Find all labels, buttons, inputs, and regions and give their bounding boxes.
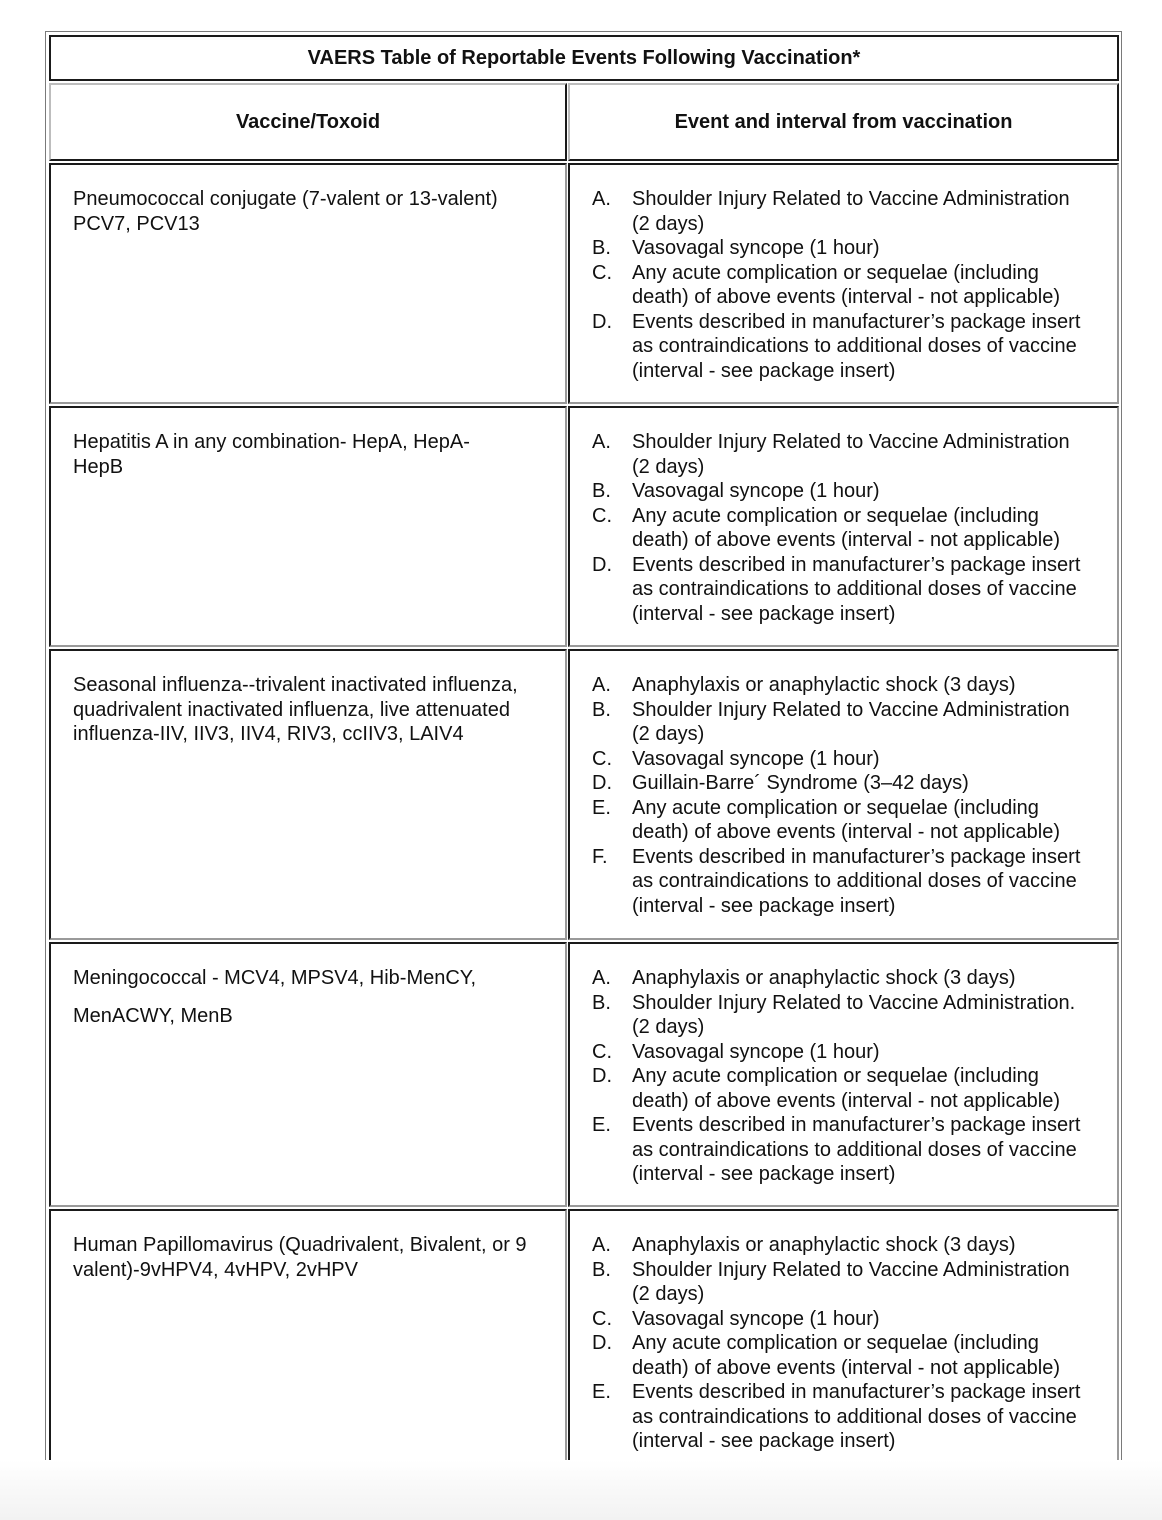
event-letter: E.: [592, 1381, 611, 1403]
page-bottom-shade: [0, 1460, 1162, 1520]
vaccine-name: [73, 966, 553, 1028]
list-item: [592, 698, 1092, 747]
list-item: [592, 187, 1092, 236]
event-letter: C.: [592, 504, 612, 527]
list-item: [592, 553, 1092, 627]
table-row-influenza-events: [568, 649, 1119, 940]
event-letter: C.: [592, 1307, 612, 1330]
vaccine-name-text: Hepatitis A in any combination- HepA, HepA-HepB: [73, 431, 470, 478]
list-item: [592, 1307, 1092, 1332]
event-text: Events described in manufacturer’s package insert as contraindications to additional doses of vaccine (interval - see package insert): [632, 553, 1081, 625]
list-item: [592, 310, 1092, 384]
vaccine-name: [73, 187, 553, 236]
event-letter: E.: [592, 1114, 611, 1136]
event-letter: D.: [592, 1065, 612, 1087]
list-item: [592, 991, 1092, 1040]
list-item: [592, 1233, 1092, 1258]
list-item: [592, 1331, 1092, 1380]
vaccine-name-text: Meningococcal - MCV4, MPSV4, Hib-MenCY,: [73, 967, 477, 989]
event-text: Any acute complication or sequelae (including death) of above events (interval - not applicable): [632, 261, 1061, 308]
list-item: [592, 261, 1092, 310]
table-row-meningococcal-events: [568, 942, 1119, 1207]
event-text: Events described in manufacturer’s package insert as contraindications to additional doses of vaccine (interval - see package insert): [632, 1114, 1081, 1185]
event-text: Events described in manufacturer’s package insert as contraindications to additional doses of vaccine (interval - see package insert): [632, 310, 1081, 382]
table-row-hpv-events: [568, 1209, 1119, 1476]
event-letter: D.: [592, 1332, 612, 1354]
event-letter: D.: [592, 553, 612, 576]
list-item: [592, 845, 1092, 919]
vaccine-name-line2: MenACWY, MenB: [73, 1004, 233, 1027]
event-text: Guillain-Barre´ Syndrome (3–42 days): [632, 772, 969, 794]
event-text: Shoulder Injury Related to Vaccine Administration. (2 days): [632, 991, 1076, 1038]
event-letter: B.: [592, 991, 611, 1014]
event-text: Events described in manufacturer’s package insert as contraindications to additional doses of vaccine (interval - see package insert): [632, 845, 1081, 917]
table-row-pneumococcal-vaccine: [49, 163, 567, 404]
table-title-cell: [49, 35, 1119, 81]
event-text: Anaphylaxis or anaphylactic shock (3 days): [632, 674, 1016, 696]
event-list: [592, 673, 1092, 918]
event-text: Vasovagal syncope (1 hour): [632, 480, 880, 502]
list-item: [592, 1380, 1092, 1454]
list-item: [592, 1064, 1092, 1113]
event-letter: B.: [592, 1258, 611, 1281]
column-header-vaccine: [49, 83, 567, 161]
event-list: [592, 1233, 1092, 1454]
event-letter: A.: [592, 1234, 611, 1256]
event-letter: A.: [592, 967, 611, 989]
event-text: Shoulder Injury Related to Vaccine Administration (2 days): [632, 698, 1070, 745]
event-letter: A.: [592, 188, 611, 210]
event-text: Shoulder Injury Related to Vaccine Administration (2 days): [632, 188, 1070, 235]
list-item: [592, 966, 1092, 991]
list-item: [592, 1040, 1092, 1065]
table-title: VAERS Table of Reportable Events Following Vaccination*: [307, 46, 861, 69]
event-text: Anaphylaxis or anaphylactic shock (3 days): [632, 1234, 1016, 1256]
list-item: [592, 504, 1092, 553]
event-letter: A.: [592, 674, 611, 696]
list-item: [592, 747, 1092, 772]
list-item: [592, 673, 1092, 698]
event-letter: C.: [592, 261, 612, 284]
event-text: Shoulder Injury Related to Vaccine Administration (2 days): [632, 1258, 1070, 1305]
event-letter: E.: [592, 796, 611, 819]
event-list: [592, 430, 1092, 626]
event-list: [592, 187, 1092, 383]
table-row-hepatitis-a-events: [568, 406, 1119, 647]
event-text: Any acute complication or sequelae (including death) of above events (interval - not applicable): [632, 1332, 1061, 1379]
event-text: Vasovagal syncope (1 hour): [632, 1040, 880, 1063]
event-letter: D.: [592, 310, 612, 333]
list-item: [592, 479, 1092, 504]
event-letter: B.: [592, 480, 611, 502]
table-row-meningococcal-vaccine: [49, 942, 567, 1207]
table-row-hpv-vaccine: [49, 1209, 567, 1476]
event-text: Anaphylaxis or anaphylactic shock (3 days): [632, 967, 1016, 989]
event-text: Vasovagal syncope (1 hour): [632, 237, 880, 259]
column-header-vaccine-label: Vaccine/Toxoid: [235, 110, 381, 133]
event-letter: B.: [592, 698, 611, 721]
event-letter: D.: [592, 772, 612, 794]
event-text: Any acute complication or sequelae (including death) of above events (interval - not applicable): [632, 504, 1061, 551]
vaccine-name-text: Human Papillomavirus (Quadrivalent, Bivalent, or 9 valent)-9vHPV4, 4vHPV, 2vHPV: [73, 1234, 527, 1281]
event-text: Any acute complication or sequelae (including death) of above events (interval - not applicable): [632, 796, 1061, 843]
event-letter: B.: [592, 237, 611, 259]
event-letter: C.: [592, 1040, 612, 1063]
event-text: Vasovagal syncope (1 hour): [632, 747, 880, 770]
event-letter: A.: [592, 431, 611, 453]
list-item: [592, 771, 1092, 796]
list-item: [592, 236, 1092, 261]
table-row-pneumococcal-events: [568, 163, 1119, 404]
column-header-event: [568, 83, 1119, 161]
column-header-event-label: Event and interval from vaccination: [674, 110, 1013, 133]
event-letter: F.: [592, 845, 608, 868]
vaccine-name-text: Seasonal influenza--trivalent inactivated influenza, quadrivalent inactivated influenza, live attenuated influenza-IIV, IIV3, IIV4, RIV3, ccIIV3, LAIV4: [73, 674, 518, 745]
event-text: Shoulder Injury Related to Vaccine Administration (2 days): [632, 431, 1070, 478]
vaccine-name: [73, 1233, 553, 1282]
list-item: [592, 430, 1092, 479]
event-text: Events described in manufacturer’s package insert as contraindications to additional doses of vaccine (interval - see package insert): [632, 1381, 1081, 1452]
list-item: [592, 796, 1092, 845]
list-item: [592, 1258, 1092, 1307]
vaccine-name: [73, 673, 543, 747]
table-row-hepatitis-a-vaccine: [49, 406, 567, 647]
event-letter: C.: [592, 747, 612, 770]
list-item: [592, 1113, 1092, 1187]
vaccine-name-text: Pneumococcal conjugate (7-valent or 13-valent) PCV7, PCV13: [73, 188, 498, 235]
event-list: [592, 966, 1092, 1187]
event-text: Vasovagal syncope (1 hour): [632, 1307, 880, 1330]
table-row-influenza-vaccine: [49, 649, 567, 940]
vaccine-name: [73, 430, 513, 479]
event-text: Any acute complication or sequelae (including death) of above events (interval - not applicable): [632, 1065, 1061, 1112]
